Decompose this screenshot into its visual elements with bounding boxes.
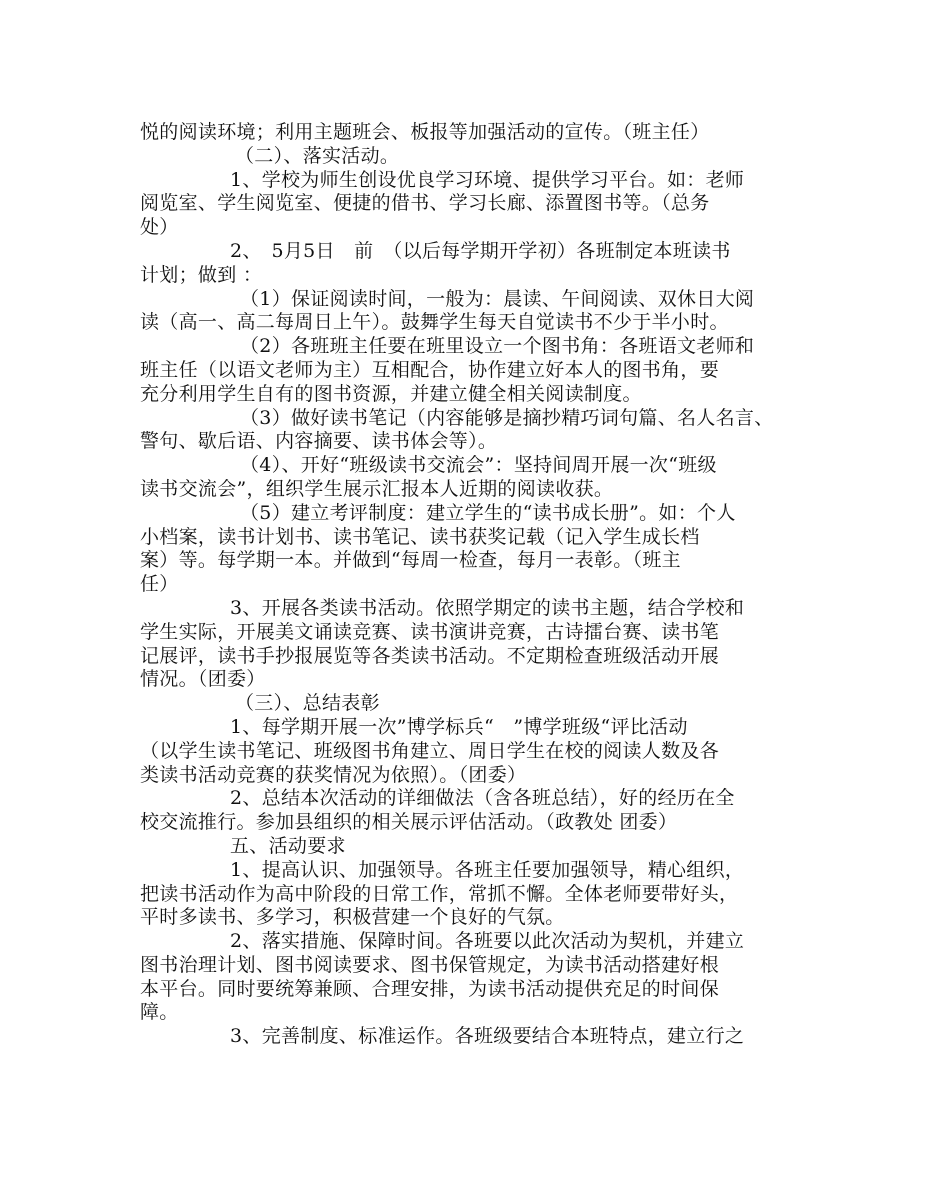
text-line: 班主任（以语文老师为主）互相配合，协作建立好本人的图书角，要: [140, 358, 720, 381]
text-line: 1、学校为师生创设优良学习环境、提供学习平台。如：老师: [230, 168, 745, 191]
text-line: 2、落实措施、保障时间。各班要以此次活动为契机，并建立: [230, 930, 745, 953]
text-line: （5）建立考评制度：建立学生的“读书成长册”。如：个人: [240, 501, 736, 524]
text-line: 小档案，读书计划书、读书笔记、读书获奖记载（记入学生成长档: [140, 525, 700, 548]
text-line: 把读书活动作为高中阶段的日常工作，常抓不懈。全体老师要带好头，: [140, 882, 739, 905]
text-line: 处）: [140, 216, 179, 239]
text-line: 1、提高认识、加强领导。各班主任要加强领导，精心组织，: [230, 858, 745, 881]
text-line: 图书治理计划、图书阅读要求、图书保管规定，为读书活动搭建好根: [140, 953, 720, 976]
text-line: 任）: [140, 573, 179, 596]
text-line: 1、每学期开展一次”博学标兵“ ”博学班级“评比活动: [230, 715, 688, 738]
section-heading: 五、活动要求: [230, 834, 346, 857]
text-line: 3、完善制度、标准运作。各班级要结合本班特点，建立行之: [230, 1025, 745, 1048]
text-line: 案）等。每学期一本。并做到“每周一检查，每月一表彰。（班主: [140, 549, 681, 572]
text-line: 记展评，读书手抄报展览等各类读书活动。不定期检查班级活动开展: [140, 644, 720, 667]
text-line: （1）保证阅读时间，一般为：晨读、午间阅读、双休日大阅: [240, 287, 755, 310]
text-line: 读（高一、高二每周日上午）。鼓舞学生每天自觉读书不少于半小时。: [140, 311, 729, 334]
text-line: 3、开展各类读书活动。依照学期定的读书主题，结合学校和: [230, 596, 745, 619]
text-line: 情况。（团委）: [140, 668, 266, 691]
text-line: （3）做好读书笔记（内容能够是摘抄精巧词句篇、名人名言、: [240, 406, 774, 429]
section-heading: （二）、落实活动。: [235, 144, 400, 167]
text-line: 计划；做到 ：: [140, 263, 263, 286]
text-line: 2、 5月5日 前 （以后每学期开学初）各班制定本班读书: [230, 239, 731, 262]
text-line: 充分利用学生自有的图书资源，并建立健全相关阅读制度。: [140, 382, 642, 405]
text-line: 障。: [140, 1001, 179, 1024]
section-heading: （三）、总结表彰: [235, 692, 380, 715]
text-line: 阅览室、学生阅览室、便捷的借书、学习长廊、添置图书等。（总务: [140, 192, 710, 215]
text-line: 读书交流会”，组织学生展示汇报本人近期的阅读收获。: [140, 477, 614, 500]
text-line: 2、总结本次活动的详细做法（含各班总结），好的经历在全: [230, 787, 735, 810]
text-line: 学生实际，开展美文诵读竞赛、读书演讲竞赛，古诗擂台赛、读书笔: [140, 620, 720, 643]
text-line: 校交流推行。参加县组织的相关展示评估活动。（政教处 团委）: [140, 811, 678, 834]
text-line: 警句、歇后语、内容摘要、读书体会等）。: [140, 430, 498, 453]
text-line: （4）、开好“班级读书交流会”：坚持间周开展一次“班级: [240, 454, 717, 477]
text-line: 类读书活动竞赛的获奖情况为依照）。（团委）: [140, 763, 527, 786]
text-line: 本平台。同时要统筹兼顾、合理安排，为读书活动提供充足的时间保: [140, 977, 720, 1000]
text-line: 平时多读书、多学习，积极营建一个良好的气氛。: [140, 906, 565, 929]
text-line: 悦的阅读环境；利用主题班会、板报等加强活动的宣传。（班主任）: [140, 121, 710, 143]
text-line: （2）各班班主任要在班里设立一个图书角：各班语文老师和: [240, 335, 755, 358]
text-line: （以学生读书笔记、班级图书角建立、周日学生在校的阅读人数及各: [140, 739, 720, 762]
document-body: [140, 121, 830, 1049]
